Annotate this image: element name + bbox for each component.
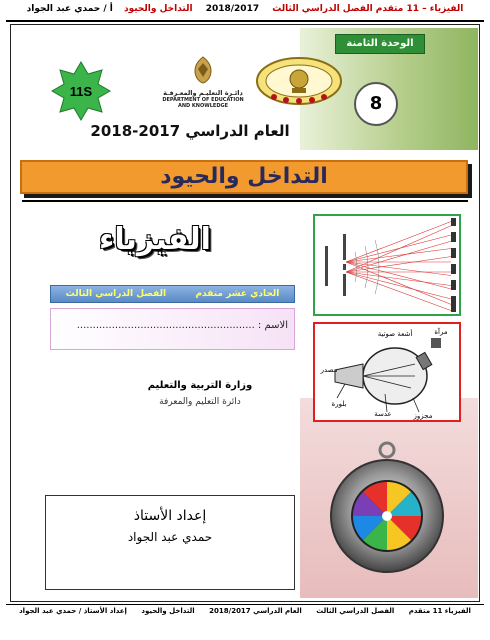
academic-year: العام الدراسي 2017-2018	[90, 122, 290, 140]
unit-number: 8	[354, 82, 398, 126]
star-badge-icon	[50, 60, 112, 122]
interference-figure	[313, 214, 461, 316]
school-logo	[254, 55, 344, 107]
adek-english-line1: DEPARTMENT OF EDUCATION	[162, 97, 244, 103]
falcon-emblem-icon	[189, 55, 217, 85]
label-lens: عدسة	[374, 410, 392, 418]
author-name: حمدي عبد الجواد	[127, 530, 213, 544]
adek-english-line2: AND KNOWLEDGE	[177, 103, 229, 109]
xray-tube-figure	[313, 322, 461, 422]
label-target: مرآة	[434, 328, 448, 336]
grade-text: الحادي عشر متقدم	[195, 289, 280, 299]
title-underline	[22, 200, 468, 202]
diffraction-pendant-image	[325, 440, 450, 580]
department-name: دائرة التعليم والمعرفة	[159, 397, 241, 407]
ministry-name: وزارة التربية والتعليم	[147, 380, 253, 391]
adek-arabic: دائـرة التعليـم والمعـرفـة	[163, 89, 243, 97]
grade-badge-text: 11S	[69, 84, 93, 99]
header-topic: التداخل والحيود	[124, 4, 193, 14]
page-header	[6, 4, 484, 20]
label-ground: مجزوز	[413, 412, 433, 420]
title-banner	[20, 160, 468, 194]
header-teacher: أ / حمدي عبد الجواد	[26, 4, 113, 14]
footer-term: الفصل الدراسي الثالث	[316, 607, 395, 615]
label-sound-waves: أشعة صوتية	[377, 330, 413, 338]
grade-term-bar	[50, 285, 295, 303]
header-divider	[6, 20, 484, 22]
term-text: الفصل الدراسي الثالث	[65, 289, 167, 299]
footer-teacher: إعداد الأستاذ / حمدي عبد الجواد	[19, 607, 127, 615]
label-emitter: مصدر	[320, 366, 338, 374]
unit-label: الوحدة الثامنة	[335, 34, 425, 54]
label-crystal: بلورة	[331, 400, 347, 408]
footer-divider	[6, 604, 484, 605]
page-footer	[6, 607, 484, 621]
author-label: إعداد الأستاذ	[133, 508, 207, 524]
footer-subject: الفيزياء 11 متقدم	[408, 607, 471, 615]
header-year: 2018/2017	[205, 4, 260, 14]
grade-badge	[50, 60, 112, 122]
header-subject: الفيزياء – 11 متقدم الفصل الدراسي الثالث	[272, 4, 464, 14]
adek-logo	[158, 55, 248, 119]
student-name-label: الاسم : ........................................................	[76, 320, 288, 331]
footer-topic: التداخل والحيود	[141, 607, 195, 615]
cover-title: التداخل والحيود	[160, 164, 328, 189]
subject-title: الفيزياء	[99, 222, 211, 257]
footer-year: العام الدراسي 2018/2017	[209, 607, 302, 615]
